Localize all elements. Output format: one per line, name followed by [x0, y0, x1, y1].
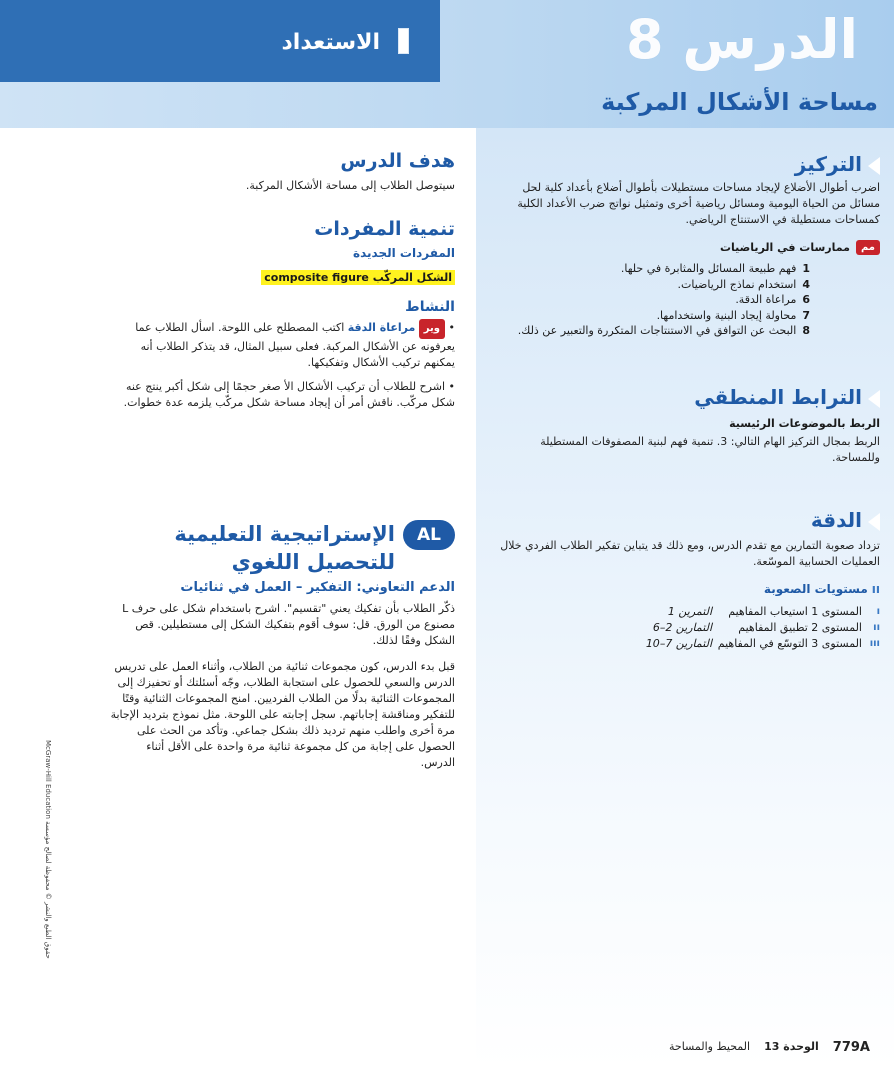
page-number: 779A — [832, 1040, 870, 1055]
rigor-heading: الدقة — [495, 508, 880, 532]
unit-title: المحيط والمساحة — [669, 1040, 751, 1053]
activity-bullet-1: • وير مراعاة الدقة اكتب المصطلح على اللوحة. اسأل الطلاب عما يعرفونه عن الأشكال المركبة. فعلى سبيل المثال، قد يتذكر الطلاب أنه يمكنهم تركيب الأشكال وتفكيكها. — [135, 321, 455, 369]
triangle-marker-icon — [868, 390, 880, 408]
copyright-credit: حقوق الطبع والنشر © محفوظة لصالح مؤسسة McGraw-Hill Education — [44, 740, 52, 959]
difficulty-bars-icon: ıı — [871, 582, 880, 596]
table-row: ı المستوى 1 استيعاب المفاهيم التمرين 1 — [667, 605, 880, 618]
al-badge: AL — [403, 520, 455, 550]
activity-bullet-1-text: اكتب المصطلح على اللوحة. اسأل الطلاب عما يعرفونه عن الأشكال المركبة. فعلى سبيل المثال، قد يتذكر الطلاب أنه يمكنهم تركيب الأشكال وتفكيكها. — [135, 321, 455, 369]
coherence-subheading: الربط بالموضوعات الرئيسية — [729, 417, 880, 430]
prep-title: الاستعداد — [281, 30, 380, 55]
coherence-heading: الترابط المنطقي — [495, 385, 880, 409]
precision-label: مراعاة الدقة — [347, 321, 416, 334]
levels-heading: ııمستويات الصعوبة — [763, 582, 880, 596]
lesson-number: الدرس 8 — [626, 8, 858, 71]
triangle-marker-icon — [868, 513, 880, 531]
rigor-section — [495, 508, 880, 652]
reasoning-badge-icon: وير — [419, 319, 445, 339]
list-item: 8البحث عن التوافق في الاستنتاجات المتكررة والتعبير عن ذلك. — [517, 324, 810, 337]
new-vocab-subheading: المفردات الجديدة — [353, 246, 455, 260]
unit-label: الوحدة 13 — [764, 1040, 819, 1053]
rigor-text: تزداد صعوبة التمارين مع تقدم الدرس، ومع ذلك قد يتباين تفكير الطلاب الفردي خلال العمليات الحسابية الموسّعة. — [500, 539, 880, 568]
strategy-section — [110, 520, 455, 771]
strategy-subheading: الدعم التعاوني: التفكير – العمل في ثنائيات — [180, 580, 455, 595]
list-item: 4استخدام نماذج الرياضيات. — [677, 277, 810, 291]
strategy-heading: الإستراتيجية التعليمية للتحصيل اللغوي — [174, 522, 395, 574]
activity-bullet-2: • اشرح للطلاب أن تركيب الأشكال الأ صغر حجمًا إلى شكل أكبر ينتج عنه شكل مركّب. ناقش أمر أن إيجاد مساحة شكل مركّب يلزمه عدة خطوات. — [123, 380, 455, 409]
list-item: 7محاولة إيجاد البنية واستخدامها. — [656, 308, 810, 322]
difficulty-bars-icon: ıı — [873, 622, 880, 633]
objective-heading: هدف الدرس — [340, 150, 455, 172]
practices-badge-icon: مم — [856, 240, 880, 255]
page-footer — [640, 1040, 870, 1055]
focus-section — [495, 152, 880, 339]
lesson-title: مساحة الأشكال المركبة — [601, 88, 878, 116]
triangle-marker-icon — [868, 157, 880, 175]
strategy-para-2: قبل بدء الدرس، كون مجموعات ثنائية من الطلاب، وأثناء العمل على تدريس الدرس والسعي للحصول على استجابة الطلاب، وجّه أسئلتك أو تحفيزك إلى المجموعات الثنائية بدلًا من الطلاب الفرديين. امنح المجموعات الثنائية وقتًا للتفكير ومناقشة إجاباتهم. سجل إجابته على اللوحة. مثل نموذج بترديد الإجابة مرة أخرى واطلب منهم ترديد ذلك بشكل جماعي. وتأكد من الحث على الحصول على إجابة من كل مجموعة ثنائية مرة واحدة على الأقل أثناء الدرس. — [110, 660, 455, 769]
coherence-section — [495, 385, 880, 466]
vocab-heading: تنمية المفردات — [314, 218, 455, 240]
table-row: ııı المستوى 3 التوسّع في المفاهيم التمارين 7–10 — [645, 637, 880, 650]
activity-heading: النشاط — [405, 299, 455, 315]
vocab-term: الشكل المركّب composite figure — [261, 270, 455, 285]
difficulty-bars-icon: ı — [876, 606, 880, 617]
objective-text: سيتوصل الطلاب إلى مساحة الأشكال المركبة. — [245, 179, 455, 192]
levels-table — [495, 604, 880, 652]
list-item: 6مراعاة الدقة. — [735, 293, 810, 306]
vocab-section — [110, 218, 455, 411]
difficulty-bars-icon: ııı — [869, 638, 880, 649]
strategy-para-1: ذكّر الطلاب بأن تفكيك يعني "تقسيم". اشرح باستخدام شكل على حرف L مصنوع من الورق. قل: سوف أقوم بتفكيك الشكل إلى مستطيلين. قص الشكل وفقًا لذلك. — [122, 602, 455, 647]
list-item: 1فهم طبيعة المسائل والمثابرة في حلها. — [620, 262, 810, 275]
activity-bullet-2-text: اشرح للطلاب أن تركيب الأشكال الأ صغر حجمًا إلى شكل أكبر ينتج عنه شكل مركّب. ناقش أمر أن إيجاد مساحة شكل مركّب يلزمه عدة خطوات. — [123, 380, 455, 409]
practices-list — [495, 261, 880, 339]
focus-heading: التركيز — [495, 152, 880, 176]
focus-text: اضرب أطوال الأضلاع لإيجاد مساحات مستطيلات بأطوال أضلاع بأعداد كلية لحل مسائل من الحياة اليومية ومسائل رياضية أخرى وتمثيل نواتج ضرب الأعداد الكلية كمساحات مستطيلة في الاستنتاج الرياضي. — [517, 181, 880, 226]
coherence-text: الربط بمجال التركيز الهام التالي: 3. تنمية فهم لبنية المصفوفات المستطيلة وللمساحة. — [540, 435, 880, 464]
objective-section — [110, 150, 455, 194]
practices-heading: ممارسات في الرياضيات — [720, 241, 850, 254]
table-row: ıı المستوى 2 تطبيق المفاهيم التمارين 2–6 — [652, 621, 880, 634]
prep-marker — [398, 28, 409, 54]
